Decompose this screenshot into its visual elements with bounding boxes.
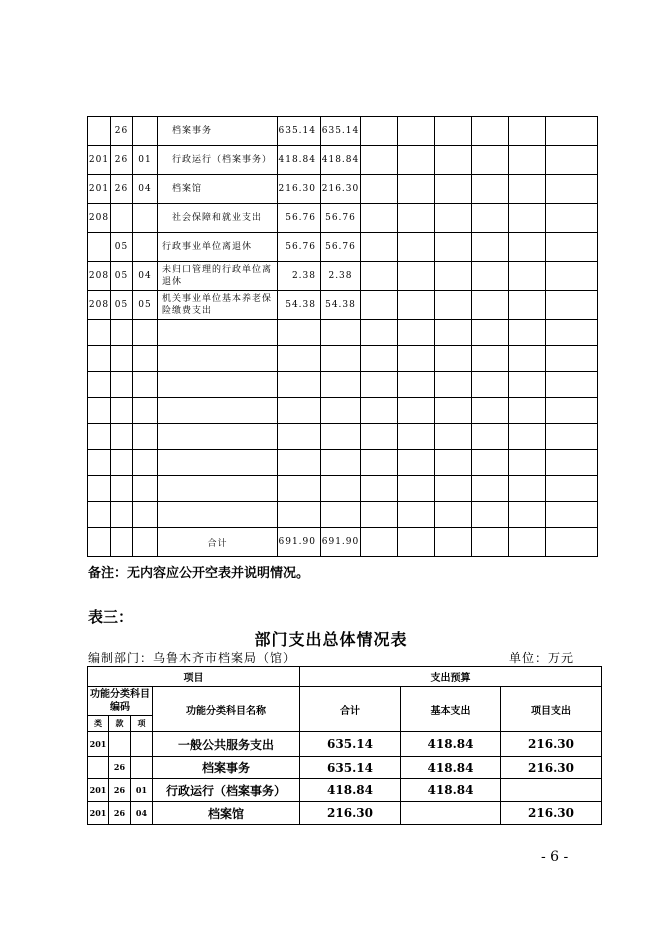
sum-row xyxy=(88,528,598,557)
header-budget: 支出预算 xyxy=(300,667,602,687)
empty-row xyxy=(88,320,598,346)
table-row: 208 05 04 未归口管理的行政单位离退休 2.38 2.38 xyxy=(88,262,598,291)
table-row: 201 26 01 行政运行（档案事务） 418.84 418.84 xyxy=(88,146,598,175)
sum-total: 691.90 xyxy=(278,528,321,557)
empty-row xyxy=(88,398,598,424)
header-project: 项目 xyxy=(88,667,300,687)
table-row: 201 26 01 行政运行（档案事务） 418.84 418.84 xyxy=(88,779,602,802)
table-row: 201 26 04 档案馆 216.30 216.30 xyxy=(88,802,602,825)
empty-row xyxy=(88,450,598,476)
header-basic: 基本支出 xyxy=(401,687,501,732)
empty-row xyxy=(88,424,598,450)
header-xiang: 项 xyxy=(131,716,153,732)
budget-table-continued xyxy=(87,116,598,557)
table-label: 表三： xyxy=(88,608,134,626)
table-row: 201 26 04 档案馆 216.30 216.30 xyxy=(88,175,598,204)
table-row: 26 档案事务 635.14 635.14 xyxy=(88,117,598,146)
empty-row xyxy=(88,476,598,502)
empty-row xyxy=(88,502,598,528)
table-row: 26 档案事务 635.14 418.84 216.30 xyxy=(88,757,602,779)
header-total: 合计 xyxy=(300,687,401,732)
header-func-name: 功能分类科目名称 xyxy=(153,687,300,732)
header-row xyxy=(88,687,602,716)
empty-row xyxy=(88,346,598,372)
unit-label: 单位：万元 xyxy=(509,651,575,665)
sum-basic: 691.90 xyxy=(321,528,361,557)
expenditure-summary-table xyxy=(87,666,602,825)
page-number: - 6 - xyxy=(541,849,569,865)
compiling-department: 编制部门：乌鲁木齐市档案局（馆） xyxy=(88,651,297,665)
header-row xyxy=(88,667,602,687)
sum-label: 合计 xyxy=(158,528,278,557)
empty-row xyxy=(88,372,598,398)
table-row: 201 一般公共服务支出 635.14 418.84 216.30 xyxy=(88,732,602,757)
table-row: 05 行政事业单位离退休 56.76 56.76 xyxy=(88,233,598,262)
header-lei: 类 xyxy=(88,716,109,732)
table-title: 部门支出总体情况表 xyxy=(254,630,408,649)
table-row: 208 社会保障和就业支出 56.76 56.76 xyxy=(88,204,598,233)
header-func-code: 功能分类科目编码 xyxy=(88,687,153,716)
table-row: 208 05 05 机关事业单位基本养老保险缴费支出 54.38 54.38 xyxy=(88,291,598,320)
header-project-exp: 项目支出 xyxy=(501,687,602,732)
header-kuan: 款 xyxy=(109,716,131,732)
table-note: 备注：无内容应公开空表并说明情况。 xyxy=(88,566,310,581)
